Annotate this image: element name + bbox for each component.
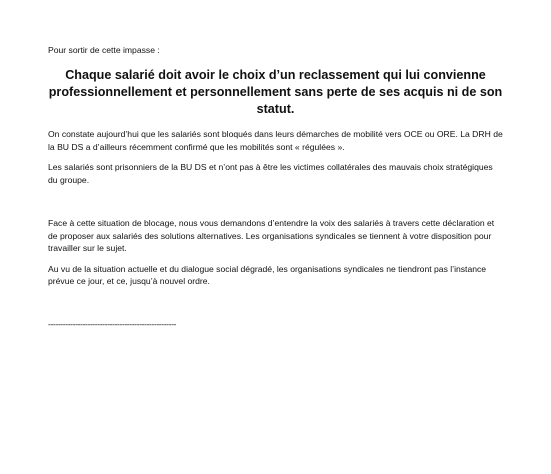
headline: Chaque salarié doit avoir le choix d’un reclassement qui lui convienne professionnellement et personnellement sans perte de ses acquis ni de son statut. — [48, 68, 503, 116]
paragraph-blocking: Face à cette situation de blocage, nous vous demandons d’entendre la voix des salariés à travers cette déclaration et de proposer aux salariés des solutions alternatives. Les organisations syndicales se tiennent à votre disposition pour travailler sur le sujet. — [48, 218, 495, 253]
paragraph-social-dialogue: Au vu de la situation actuelle et du dialogue social dégradé, les organisations syndicales ne tiendront pas l’instance prévue ce jour, et ce, jusqu’à nouvel ordre. — [48, 263, 487, 286]
document-page — [48, 44, 503, 330]
intro-text: Pour sortir de cette impasse : — [48, 45, 160, 55]
paragraph-mobility: On constate aujourd’hui que les salariés sont bloqués dans leurs démarches de mobilité vers OCE ou ORE. La DRH de la BU DS a d’ailleurs récemment confirmé que les mobilités sont « régulées ». — [48, 129, 503, 152]
separator-line: ---------------------------------------------------- — [48, 318, 177, 329]
paragraph-prisoners: Les salariés sont prisonniers de la BU DS et n’ont pas à être les victimes collatérales des mauvais choix stratégiques du groupe. — [48, 162, 493, 185]
